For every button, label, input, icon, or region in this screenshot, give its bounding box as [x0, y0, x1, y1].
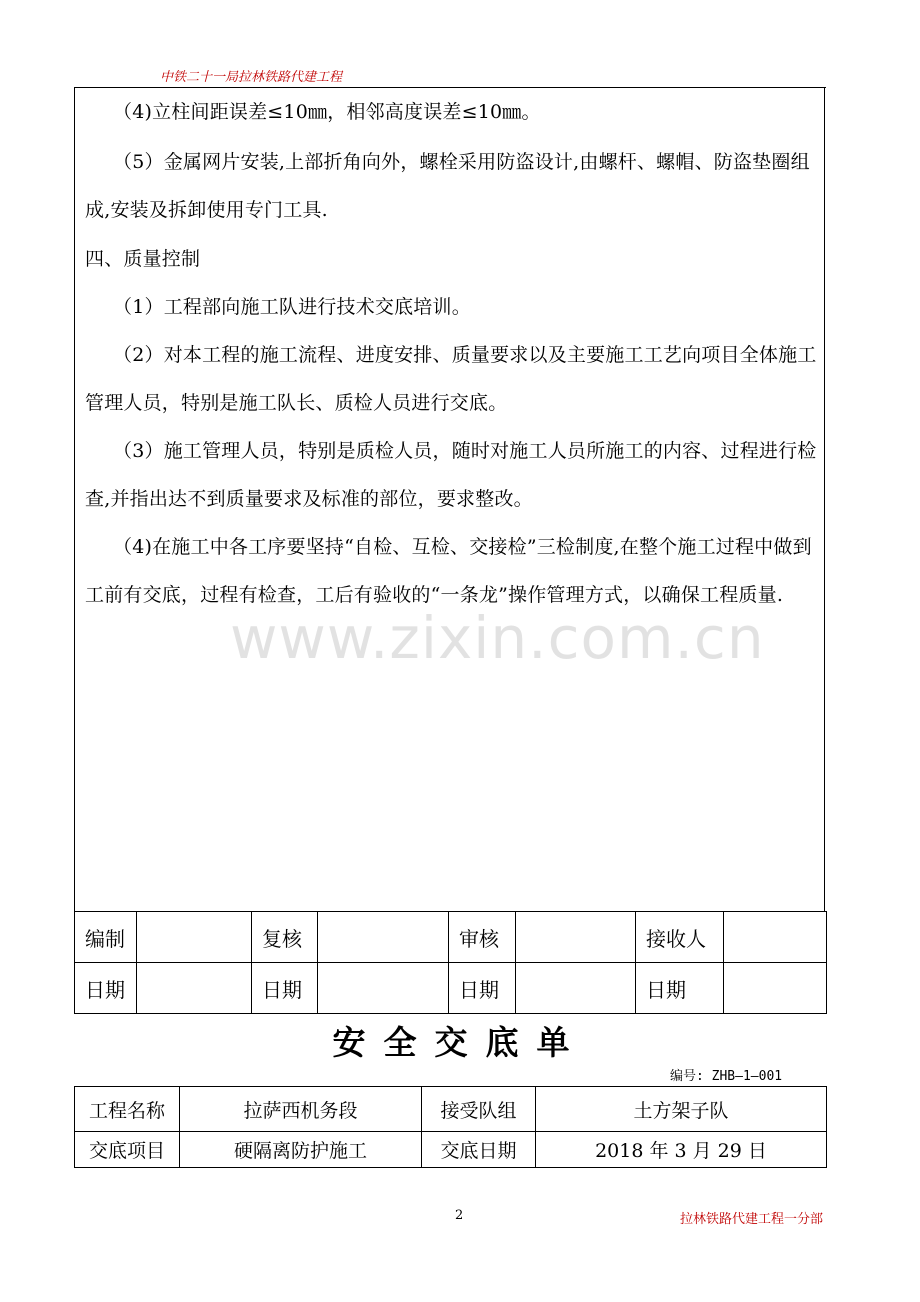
footer-department: 拉林铁路代建工程一分部 — [680, 1212, 824, 1227]
section-heading-quality: 四、质量控制 — [85, 248, 201, 270]
field-receiver — [724, 912, 827, 963]
label-date-4: 日期 — [636, 963, 724, 1014]
header-company-line: 中铁二十一局拉林铁路代建工程 — [160, 70, 343, 85]
label-date-3: 日期 — [449, 963, 516, 1014]
paragraph-three-checks: （4)在施工中各工序要坚持“自检、互检、交接检”三检制度,在整个施工过程中做到工前有交底，过程有检查，工后有验收的“一条龙”操作管理方式，以确保工程质量. — [85, 536, 812, 606]
label-approved: 审核 — [449, 912, 516, 963]
document-code: 编号: ZHB—1—001 — [670, 1069, 783, 1084]
value-briefing-date: 2018 年 3 月 29 日 — [536, 1132, 827, 1168]
label-date-2: 日期 — [252, 963, 318, 1014]
info-row-briefing — [75, 1132, 827, 1168]
signature-table — [74, 911, 827, 1014]
date-row — [75, 963, 827, 1014]
field-approved — [516, 912, 636, 963]
value-receiving-team: 土方架子队 — [536, 1087, 827, 1132]
watermark: www.zixin.com.cn — [230, 604, 765, 672]
value-project-name: 拉萨西机务段 — [180, 1087, 422, 1132]
label-reviewed: 复核 — [252, 912, 318, 963]
field-compiled — [137, 912, 252, 963]
info-row-project — [75, 1087, 827, 1132]
paragraph-inspection: （3）施工管理人员，特别是质检人员，随时对施工人员所施工的内容、过程进行检查,并指出达不到质量要求及标准的部位，要求整改。 — [85, 440, 817, 510]
paragraph-briefing: （2）对本工程的施工流程、进度安排、质量要求以及主要施工工艺向项目全体施工管理人员，特别是施工队长、质检人员进行交底。 — [85, 344, 817, 414]
value-briefing-item: 硬隔离防护施工 — [180, 1132, 422, 1168]
content-box — [74, 88, 825, 912]
field-date-3 — [516, 963, 636, 1014]
label-date-1: 日期 — [75, 963, 137, 1014]
signature-row — [75, 912, 827, 963]
field-date-1 — [137, 963, 252, 1014]
label-receiver: 接收人 — [636, 912, 724, 963]
paragraph-mesh-install: （5）金属网片安装,上部折角向外，螺栓采用防盗设计,由螺杆、螺帽、防盗垫圈组成,安装及拆卸使用专门工具. — [85, 151, 810, 221]
label-briefing-date: 交底日期 — [422, 1132, 536, 1168]
field-reviewed — [318, 912, 449, 963]
label-project-name: 工程名称 — [75, 1087, 180, 1132]
label-briefing-item: 交底项目 — [75, 1132, 180, 1168]
label-receiving-team: 接受队组 — [422, 1087, 536, 1132]
field-date-4 — [724, 963, 827, 1014]
paragraph-column-spacing: （4)立柱间距误差≤10㎜，相邻高度误差≤10㎜。 — [113, 101, 541, 123]
label-compiled: 编制 — [75, 912, 137, 963]
field-date-2 — [318, 963, 449, 1014]
paragraph-training: （1）工程部向施工队进行技术交底培训。 — [113, 296, 471, 318]
page-title: 安全交底单 — [332, 1023, 588, 1062]
page-number: 2 — [455, 1208, 464, 1223]
info-table — [74, 1086, 827, 1168]
